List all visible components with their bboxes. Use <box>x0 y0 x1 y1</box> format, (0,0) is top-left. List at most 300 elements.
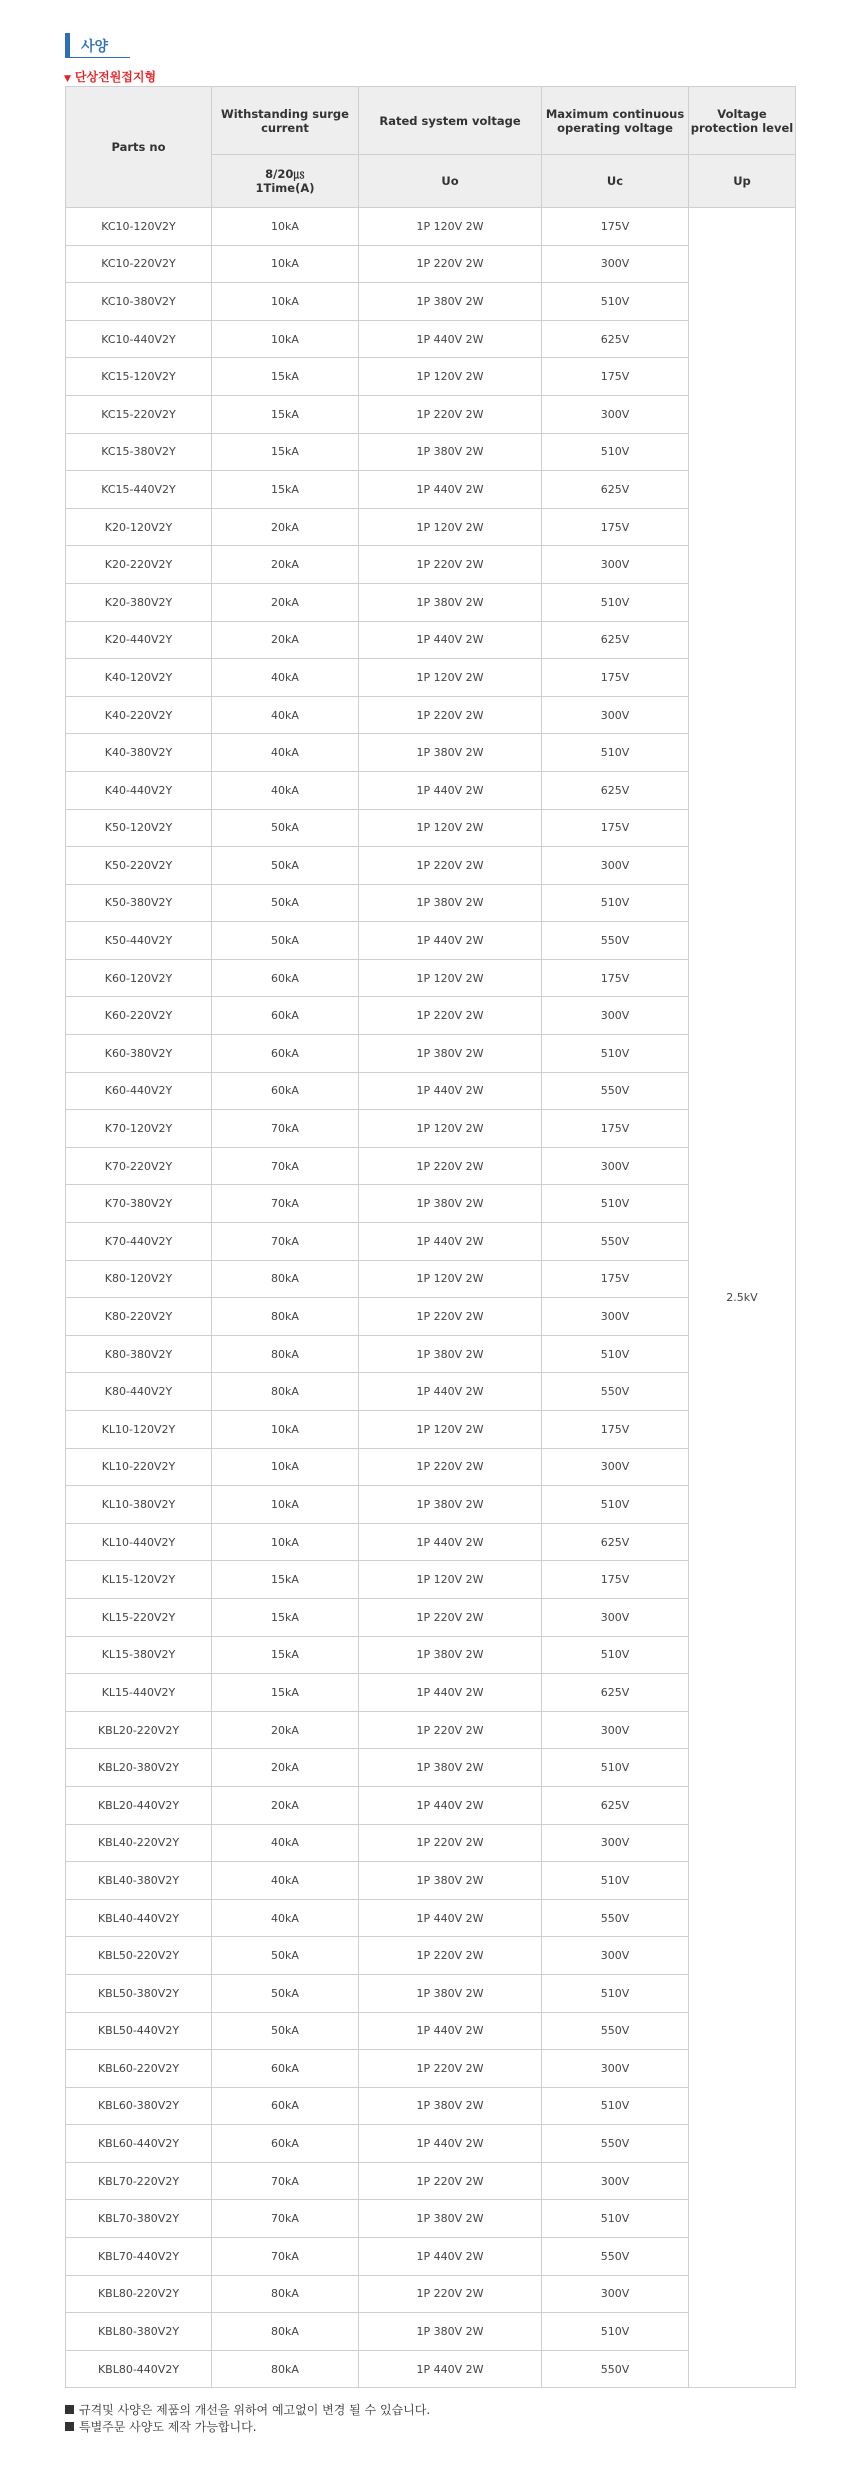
cell-max-voltage: 300V <box>542 696 689 734</box>
cell-max-voltage: 550V <box>542 2012 689 2050</box>
cell-max-voltage: 550V <box>542 922 689 960</box>
cell-max-voltage: 550V <box>542 2238 689 2276</box>
cell-rated-voltage: 1P 440V 2W <box>359 1523 542 1561</box>
cell-max-voltage: 510V <box>542 1185 689 1223</box>
cell-rated-voltage: 1P 380V 2W <box>359 1035 542 1073</box>
cell-max-voltage: 300V <box>542 2275 689 2313</box>
cell-rated-voltage: 1P 120V 2W <box>359 1561 542 1599</box>
cell-surge-current: 10kA <box>212 1448 359 1486</box>
table-row <box>66 997 796 1035</box>
table-row <box>66 1711 796 1749</box>
cell-rated-voltage: 1P 220V 2W <box>359 847 542 885</box>
table-row <box>66 1523 796 1561</box>
table-row <box>66 2125 796 2163</box>
table-row <box>66 2350 796 2388</box>
table-row <box>66 2050 796 2088</box>
cell-rated-voltage: 1P 440V 2W <box>359 1373 542 1411</box>
cell-part-number: KC10-380V2Y <box>66 283 212 321</box>
cell-max-voltage: 300V <box>542 1937 689 1975</box>
table-row <box>66 395 796 433</box>
cell-part-number: KBL20-380V2Y <box>66 1749 212 1787</box>
cell-surge-current: 40kA <box>212 1899 359 1937</box>
header-protection-level: Voltage protection level <box>689 87 796 155</box>
cell-rated-voltage: 1P 380V 2W <box>359 734 542 772</box>
cell-max-voltage: 625V <box>542 621 689 659</box>
table-row <box>66 884 796 922</box>
subheader-surge-line2: 1Time(A) <box>255 181 315 195</box>
cell-max-voltage: 175V <box>542 659 689 697</box>
cell-max-voltage: 300V <box>542 2050 689 2088</box>
cell-part-number: KC15-440V2Y <box>66 471 212 509</box>
cell-part-number: KC15-380V2Y <box>66 433 212 471</box>
table-row <box>66 283 796 321</box>
subheader-surge-line1: 8/20㎲ <box>265 167 305 181</box>
spec-table <box>65 86 796 2388</box>
cell-part-number: KBL80-440V2Y <box>66 2350 212 2388</box>
cell-max-voltage: 510V <box>542 283 689 321</box>
cell-surge-current: 50kA <box>212 847 359 885</box>
cell-max-voltage: 300V <box>542 997 689 1035</box>
table-row <box>66 1598 796 1636</box>
cell-max-voltage: 510V <box>542 433 689 471</box>
table-row <box>66 809 796 847</box>
table-row <box>66 2200 796 2238</box>
cell-surge-current: 70kA <box>212 2162 359 2200</box>
cell-rated-voltage: 1P 380V 2W <box>359 433 542 471</box>
cell-part-number: K80-120V2Y <box>66 1260 212 1298</box>
cell-part-number: KC15-220V2Y <box>66 395 212 433</box>
cell-max-voltage: 510V <box>542 2313 689 2351</box>
header-surge-current: Withstanding surge current <box>212 87 359 155</box>
cell-surge-current: 60kA <box>212 997 359 1035</box>
cell-max-voltage: 510V <box>542 884 689 922</box>
cell-surge-current: 15kA <box>212 433 359 471</box>
cell-surge-current: 10kA <box>212 245 359 283</box>
cell-part-number: KC15-120V2Y <box>66 358 212 396</box>
cell-surge-current: 50kA <box>212 1974 359 2012</box>
table-row <box>66 1824 796 1862</box>
cell-max-voltage: 300V <box>542 1598 689 1636</box>
table-row <box>66 959 796 997</box>
cell-surge-current: 40kA <box>212 1862 359 1900</box>
cell-rated-voltage: 1P 220V 2W <box>359 1937 542 1975</box>
cell-part-number: K50-440V2Y <box>66 922 212 960</box>
cell-part-number: KL15-120V2Y <box>66 1561 212 1599</box>
cell-surge-current: 10kA <box>212 320 359 358</box>
cell-surge-current: 50kA <box>212 922 359 960</box>
cell-rated-voltage: 1P 380V 2W <box>359 1185 542 1223</box>
square-bullet-icon <box>65 2422 74 2431</box>
cell-part-number: KBL50-380V2Y <box>66 1974 212 2012</box>
note-text: 규격및 사양은 제품의 개선을 위하여 예고없이 변경 될 수 있습니다. <box>79 2403 431 2417</box>
table-row <box>66 847 796 885</box>
cell-max-voltage: 625V <box>542 1523 689 1561</box>
cell-surge-current: 50kA <box>212 2012 359 2050</box>
cell-part-number: KL15-380V2Y <box>66 1636 212 1674</box>
cell-max-voltage: 175V <box>542 508 689 546</box>
cell-surge-current: 20kA <box>212 508 359 546</box>
section-title-text: 사양 <box>81 39 109 55</box>
cell-max-voltage: 510V <box>542 1636 689 1674</box>
cell-part-number: K50-120V2Y <box>66 809 212 847</box>
table-row <box>66 1786 796 1824</box>
table-row <box>66 320 796 358</box>
cell-part-number: KBL60-440V2Y <box>66 2125 212 2163</box>
cell-max-voltage: 625V <box>542 471 689 509</box>
table-row <box>66 1035 796 1073</box>
table-row <box>66 771 796 809</box>
cell-max-voltage: 550V <box>542 1223 689 1261</box>
cell-max-voltage: 625V <box>542 1786 689 1824</box>
cell-rated-voltage: 1P 440V 2W <box>359 2238 542 2276</box>
cell-part-number: KL10-440V2Y <box>66 1523 212 1561</box>
cell-part-number: K20-220V2Y <box>66 546 212 584</box>
cell-rated-voltage: 1P 120V 2W <box>359 959 542 997</box>
table-row <box>66 1072 796 1110</box>
cell-max-voltage: 510V <box>542 734 689 772</box>
cell-part-number: KBL50-440V2Y <box>66 2012 212 2050</box>
subheader-protection: Up <box>689 155 796 208</box>
cell-part-number: K40-120V2Y <box>66 659 212 697</box>
table-row <box>66 2238 796 2276</box>
note-item <box>65 2419 430 2436</box>
cell-max-voltage: 510V <box>542 2200 689 2238</box>
table-row <box>66 508 796 546</box>
table-row <box>66 1937 796 1975</box>
cell-part-number: KBL70-380V2Y <box>66 2200 212 2238</box>
cell-part-number: KL15-220V2Y <box>66 1598 212 1636</box>
note-item <box>65 2402 430 2419</box>
cell-surge-current: 60kA <box>212 959 359 997</box>
cell-max-voltage: 510V <box>542 1749 689 1787</box>
cell-surge-current: 70kA <box>212 1223 359 1261</box>
header-rated-voltage: Rated system voltage <box>359 87 542 155</box>
cell-rated-voltage: 1P 380V 2W <box>359 1335 542 1373</box>
cell-surge-current: 10kA <box>212 1486 359 1524</box>
cell-max-voltage: 300V <box>542 395 689 433</box>
table-row <box>66 2012 796 2050</box>
table-row <box>66 471 796 509</box>
cell-rated-voltage: 1P 220V 2W <box>359 696 542 734</box>
subheader-maxcont: Uc <box>542 155 689 208</box>
cell-max-voltage: 510V <box>542 1974 689 2012</box>
cell-part-number: K40-220V2Y <box>66 696 212 734</box>
cell-max-voltage: 300V <box>542 245 689 283</box>
cell-surge-current: 60kA <box>212 1035 359 1073</box>
table-row <box>66 208 796 246</box>
square-bullet-icon <box>65 2405 74 2414</box>
cell-rated-voltage: 1P 120V 2W <box>359 1260 542 1298</box>
table-row <box>66 1974 796 2012</box>
cell-rated-voltage: 1P 120V 2W <box>359 358 542 396</box>
cell-surge-current: 10kA <box>212 1411 359 1449</box>
cell-rated-voltage: 1P 120V 2W <box>359 1110 542 1148</box>
cell-part-number: KBL20-440V2Y <box>66 1786 212 1824</box>
cell-surge-current: 20kA <box>212 1711 359 1749</box>
cell-surge-current: 80kA <box>212 2275 359 2313</box>
cell-surge-current: 15kA <box>212 358 359 396</box>
cell-part-number: KC10-220V2Y <box>66 245 212 283</box>
cell-part-number: KBL80-220V2Y <box>66 2275 212 2313</box>
cell-rated-voltage: 1P 440V 2W <box>359 1899 542 1937</box>
cell-rated-voltage: 1P 380V 2W <box>359 1974 542 2012</box>
table-row <box>66 1185 796 1223</box>
cell-rated-voltage: 1P 120V 2W <box>359 809 542 847</box>
cell-max-voltage: 510V <box>542 1486 689 1524</box>
cell-surge-current: 70kA <box>212 2238 359 2276</box>
cell-rated-voltage: 1P 440V 2W <box>359 1223 542 1261</box>
cell-max-voltage: 550V <box>542 2350 689 2388</box>
cell-part-number: KBL70-440V2Y <box>66 2238 212 2276</box>
cell-part-number: K60-440V2Y <box>66 1072 212 1110</box>
cell-part-number: K80-440V2Y <box>66 1373 212 1411</box>
header-max-continuous-voltage: Maximum continuous operating voltage <box>542 87 689 155</box>
cell-part-number: KL10-120V2Y <box>66 1411 212 1449</box>
cell-part-number: KBL60-220V2Y <box>66 2050 212 2088</box>
table-row <box>66 621 796 659</box>
cell-surge-current: 10kA <box>212 283 359 321</box>
cell-rated-voltage: 1P 220V 2W <box>359 1448 542 1486</box>
cell-max-voltage: 300V <box>542 1711 689 1749</box>
cell-rated-voltage: 1P 440V 2W <box>359 1786 542 1824</box>
cell-surge-current: 80kA <box>212 2350 359 2388</box>
cell-rated-voltage: 1P 220V 2W <box>359 546 542 584</box>
table-row <box>66 1335 796 1373</box>
cell-rated-voltage: 1P 440V 2W <box>359 471 542 509</box>
cell-surge-current: 80kA <box>212 1298 359 1336</box>
table-row <box>66 546 796 584</box>
table-row <box>66 734 796 772</box>
table-row <box>66 245 796 283</box>
cell-max-voltage: 510V <box>542 1035 689 1073</box>
cell-surge-current: 40kA <box>212 696 359 734</box>
cell-part-number: KC10-440V2Y <box>66 320 212 358</box>
cell-rated-voltage: 1P 440V 2W <box>359 1072 542 1110</box>
cell-surge-current: 40kA <box>212 734 359 772</box>
cell-surge-current: 80kA <box>212 2313 359 2351</box>
table-row <box>66 1260 796 1298</box>
cell-part-number: KBL40-440V2Y <box>66 1899 212 1937</box>
cell-rated-voltage: 1P 120V 2W <box>359 1411 542 1449</box>
cell-surge-current: 20kA <box>212 1786 359 1824</box>
cell-max-voltage: 300V <box>542 1147 689 1185</box>
cell-rated-voltage: 1P 440V 2W <box>359 320 542 358</box>
cell-surge-current: 20kA <box>212 583 359 621</box>
cell-surge-current: 15kA <box>212 471 359 509</box>
cell-rated-voltage: 1P 220V 2W <box>359 2162 542 2200</box>
cell-rated-voltage: 1P 220V 2W <box>359 1711 542 1749</box>
cell-part-number: K70-220V2Y <box>66 1147 212 1185</box>
cell-rated-voltage: 1P 380V 2W <box>359 2087 542 2125</box>
notes <box>65 2402 430 2436</box>
cell-max-voltage: 175V <box>542 208 689 246</box>
cell-surge-current: 60kA <box>212 1072 359 1110</box>
cell-max-voltage: 625V <box>542 1674 689 1712</box>
cell-max-voltage: 300V <box>542 1448 689 1486</box>
table-row <box>66 1110 796 1148</box>
cell-part-number: K50-380V2Y <box>66 884 212 922</box>
cell-max-voltage: 175V <box>542 1260 689 1298</box>
cell-part-number: KBL20-220V2Y <box>66 1711 212 1749</box>
cell-rated-voltage: 1P 380V 2W <box>359 1862 542 1900</box>
cell-surge-current: 70kA <box>212 1185 359 1223</box>
cell-rated-voltage: 1P 220V 2W <box>359 1298 542 1336</box>
cell-rated-voltage: 1P 440V 2W <box>359 1674 542 1712</box>
cell-part-number: KBL70-220V2Y <box>66 2162 212 2200</box>
cell-max-voltage: 550V <box>542 2125 689 2163</box>
cell-rated-voltage: 1P 380V 2W <box>359 884 542 922</box>
table-row <box>66 1561 796 1599</box>
table-row <box>66 1899 796 1937</box>
cell-surge-current: 70kA <box>212 2200 359 2238</box>
subheader-rated: Uo <box>359 155 542 208</box>
cell-surge-current: 70kA <box>212 1110 359 1148</box>
cell-rated-voltage: 1P 220V 2W <box>359 1147 542 1185</box>
cell-max-voltage: 300V <box>542 546 689 584</box>
cell-surge-current: 80kA <box>212 1335 359 1373</box>
cell-rated-voltage: 1P 220V 2W <box>359 245 542 283</box>
subtitle-text: 단상전원접지형 <box>74 70 157 84</box>
cell-part-number: KBL40-220V2Y <box>66 1824 212 1862</box>
cell-part-number: K80-220V2Y <box>66 1298 212 1336</box>
cell-surge-current: 60kA <box>212 2087 359 2125</box>
cell-max-voltage: 175V <box>542 809 689 847</box>
cell-part-number: K70-120V2Y <box>66 1110 212 1148</box>
cell-part-number: K40-380V2Y <box>66 734 212 772</box>
cell-rated-voltage: 1P 440V 2W <box>359 922 542 960</box>
cell-part-number: K60-220V2Y <box>66 997 212 1035</box>
bullet-triangle-icon: ▼ <box>64 74 71 84</box>
cell-rated-voltage: 1P 220V 2W <box>359 2050 542 2088</box>
cell-surge-current: 40kA <box>212 659 359 697</box>
spec-table-body <box>66 208 796 2388</box>
cell-max-voltage: 175V <box>542 959 689 997</box>
cell-surge-current: 15kA <box>212 1598 359 1636</box>
cell-max-voltage: 550V <box>542 1072 689 1110</box>
cell-rated-voltage: 1P 380V 2W <box>359 2313 542 2351</box>
cell-surge-current: 10kA <box>212 1523 359 1561</box>
cell-surge-current: 10kA <box>212 208 359 246</box>
cell-surge-current: 50kA <box>212 809 359 847</box>
table-row <box>66 1862 796 1900</box>
cell-rated-voltage: 1P 380V 2W <box>359 1636 542 1674</box>
cell-rated-voltage: 1P 220V 2W <box>359 997 542 1035</box>
cell-surge-current: 40kA <box>212 1824 359 1862</box>
table-row <box>66 1749 796 1787</box>
table-row <box>66 1636 796 1674</box>
cell-max-voltage: 175V <box>542 1110 689 1148</box>
cell-surge-current: 20kA <box>212 1749 359 1787</box>
table-row <box>66 433 796 471</box>
subtitle <box>64 68 156 85</box>
cell-max-voltage: 550V <box>542 1899 689 1937</box>
cell-surge-current: 60kA <box>212 2125 359 2163</box>
table-row <box>66 2087 796 2125</box>
section-title <box>65 33 130 58</box>
cell-rated-voltage: 1P 440V 2W <box>359 2350 542 2388</box>
cell-part-number: K40-440V2Y <box>66 771 212 809</box>
cell-part-number: K70-380V2Y <box>66 1185 212 1223</box>
cell-part-number: K60-120V2Y <box>66 959 212 997</box>
cell-rated-voltage: 1P 380V 2W <box>359 1486 542 1524</box>
cell-part-number: K20-440V2Y <box>66 621 212 659</box>
table-row <box>66 1448 796 1486</box>
cell-rated-voltage: 1P 220V 2W <box>359 1824 542 1862</box>
cell-surge-current: 40kA <box>212 771 359 809</box>
cell-max-voltage: 175V <box>542 1411 689 1449</box>
table-row <box>66 1223 796 1261</box>
table-row <box>66 2313 796 2351</box>
cell-rated-voltage: 1P 220V 2W <box>359 1598 542 1636</box>
cell-part-number: K20-120V2Y <box>66 508 212 546</box>
cell-max-voltage: 175V <box>542 1561 689 1599</box>
subheader-surge <box>212 155 359 208</box>
cell-max-voltage: 175V <box>542 358 689 396</box>
table-row <box>66 1147 796 1185</box>
cell-surge-current: 15kA <box>212 1561 359 1599</box>
table-row <box>66 583 796 621</box>
cell-part-number: KL10-380V2Y <box>66 1486 212 1524</box>
table-row <box>66 2162 796 2200</box>
table-row <box>66 922 796 960</box>
cell-part-number: KBL60-380V2Y <box>66 2087 212 2125</box>
cell-rated-voltage: 1P 380V 2W <box>359 1749 542 1787</box>
cell-rated-voltage: 1P 440V 2W <box>359 2125 542 2163</box>
cell-max-voltage: 625V <box>542 771 689 809</box>
cell-part-number: KC10-120V2Y <box>66 208 212 246</box>
cell-surge-current: 15kA <box>212 1674 359 1712</box>
cell-part-number: K80-380V2Y <box>66 1335 212 1373</box>
cell-max-voltage: 510V <box>542 1862 689 1900</box>
table-row <box>66 1674 796 1712</box>
cell-part-number: KBL40-380V2Y <box>66 1862 212 1900</box>
cell-max-voltage: 625V <box>542 320 689 358</box>
cell-max-voltage: 300V <box>542 1298 689 1336</box>
cell-rated-voltage: 1P 440V 2W <box>359 771 542 809</box>
cell-surge-current: 15kA <box>212 1636 359 1674</box>
cell-part-number: KBL50-220V2Y <box>66 1937 212 1975</box>
table-row <box>66 2275 796 2313</box>
cell-rated-voltage: 1P 440V 2W <box>359 2012 542 2050</box>
header-parts-no: Parts no <box>66 87 212 208</box>
cell-protection-level: 2.5kV <box>689 208 796 2388</box>
cell-surge-current: 80kA <box>212 1373 359 1411</box>
cell-rated-voltage: 1P 220V 2W <box>359 395 542 433</box>
cell-rated-voltage: 1P 120V 2W <box>359 508 542 546</box>
table-row <box>66 1298 796 1336</box>
cell-surge-current: 15kA <box>212 395 359 433</box>
cell-surge-current: 70kA <box>212 1147 359 1185</box>
cell-rated-voltage: 1P 380V 2W <box>359 2200 542 2238</box>
cell-max-voltage: 510V <box>542 1335 689 1373</box>
cell-part-number: KL15-440V2Y <box>66 1674 212 1712</box>
cell-part-number: KL10-220V2Y <box>66 1448 212 1486</box>
cell-max-voltage: 510V <box>542 583 689 621</box>
cell-max-voltage: 300V <box>542 847 689 885</box>
table-row <box>66 696 796 734</box>
cell-rated-voltage: 1P 120V 2W <box>359 659 542 697</box>
table-row <box>66 358 796 396</box>
cell-rated-voltage: 1P 120V 2W <box>359 208 542 246</box>
table-row <box>66 1373 796 1411</box>
cell-surge-current: 60kA <box>212 2050 359 2088</box>
cell-rated-voltage: 1P 440V 2W <box>359 621 542 659</box>
table-row <box>66 1411 796 1449</box>
cell-max-voltage: 510V <box>542 2087 689 2125</box>
table-row <box>66 659 796 697</box>
cell-surge-current: 20kA <box>212 621 359 659</box>
cell-surge-current: 50kA <box>212 1937 359 1975</box>
